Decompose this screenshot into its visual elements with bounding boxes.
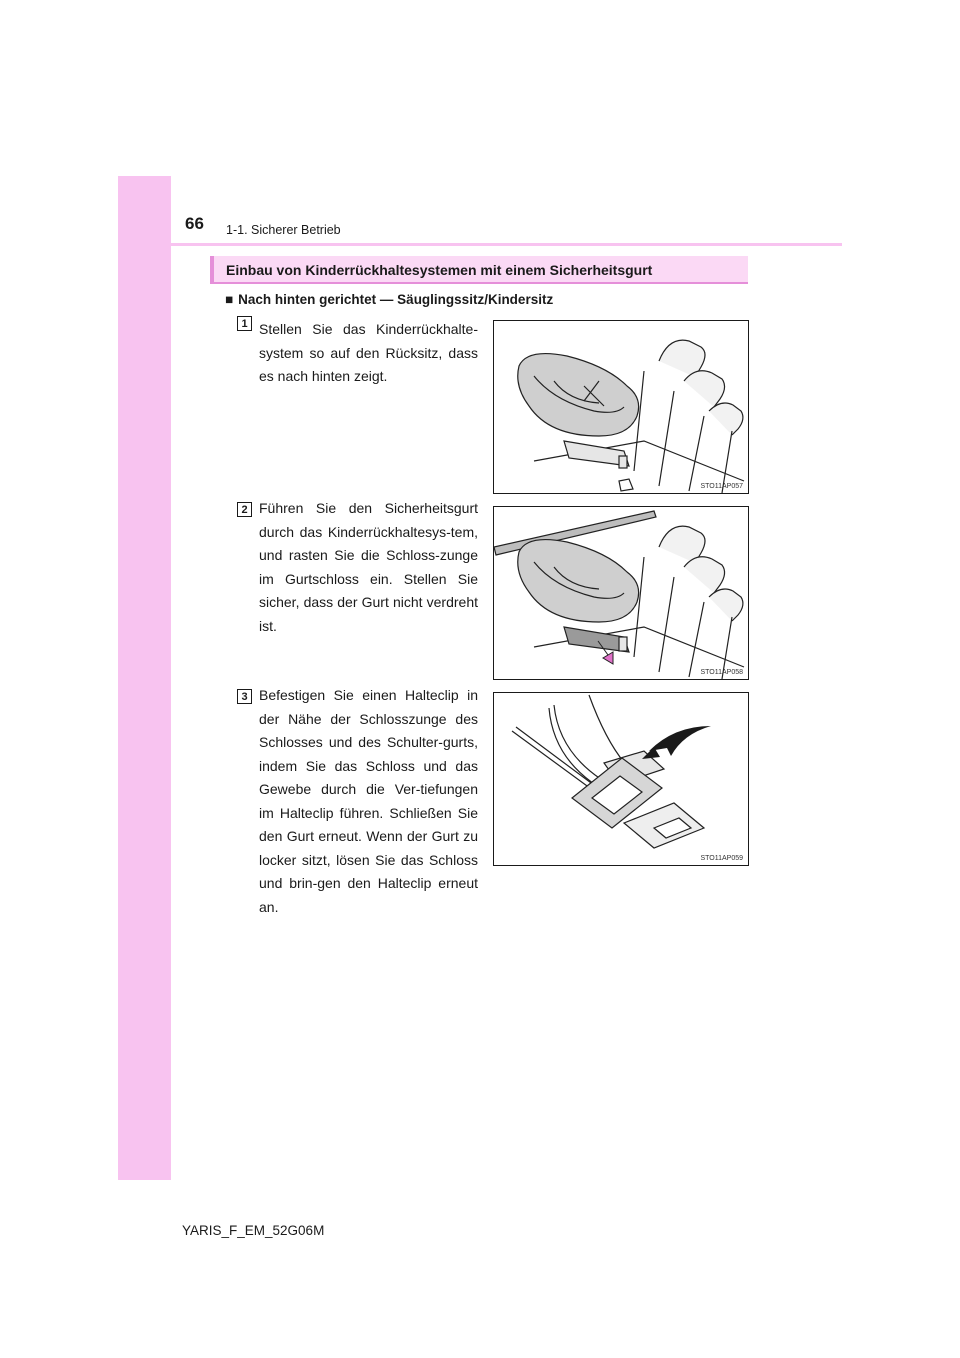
step-text-3: Befestigen Sie einen Halteclip in der Nähe der Schlosszunge des Schlosses und des Schulter-gurts, indem Sie das Schloss und das Gewebe durch die Ver-tiefungen im Halteclip führen. Schließen Sie den Gurt erneut. Wenn der Gurt zu locker sitzt, lösen Sie das Schloss und brin-gen den Halteclip erneut an. (259, 687, 478, 915)
figure-step-2 (493, 506, 749, 680)
square-bullet-icon: ■ (225, 292, 234, 307)
document-code: YARIS_F_EM_52G06M (182, 1223, 325, 1238)
subsection-title: Nach hinten gerichtet — Säuglingssitz/Kindersitz (238, 292, 554, 307)
step-text-1: Stellen Sie das Kinderrückhalte-system so auf den Rücksitz, dass es nach hinten zeigt. (259, 321, 478, 384)
subsection-heading (225, 292, 553, 307)
step-text-2: Führen Sie den Sicherheitsgurt durch das Kinderrückhaltesys-tem, und rasten Sie die Schloss-zunge im Gurtschloss ein. Stellen Sie sicher, dass der Gurt nicht verdreht ist. (259, 500, 478, 634)
locking-clip-illustration (494, 693, 749, 866)
child-seat-placed-illustration (494, 321, 749, 494)
belt-routed-illustration (494, 507, 749, 680)
page-number: 66 (185, 214, 204, 233)
chapter-title: 1-1. Sicherer Betrieb (226, 223, 341, 237)
figure-id-1: STO11AP057 (700, 483, 743, 490)
figure-id-3: STO11AP059 (700, 855, 743, 862)
section-heading-box (210, 256, 748, 284)
figure-step-1 (493, 320, 749, 494)
section-title: Einbau von Kinderrückhaltesystemen mit einem Sicherheitsgurt (226, 262, 653, 278)
side-tab-bar (118, 176, 171, 1180)
header-rule (118, 243, 842, 246)
step-number-1: 1 (237, 316, 252, 331)
figure-id-2: STO11AP058 (700, 669, 743, 676)
figure-step-3 (493, 692, 749, 866)
step-number-2: 2 (237, 502, 252, 517)
step-number-3: 3 (237, 689, 252, 704)
